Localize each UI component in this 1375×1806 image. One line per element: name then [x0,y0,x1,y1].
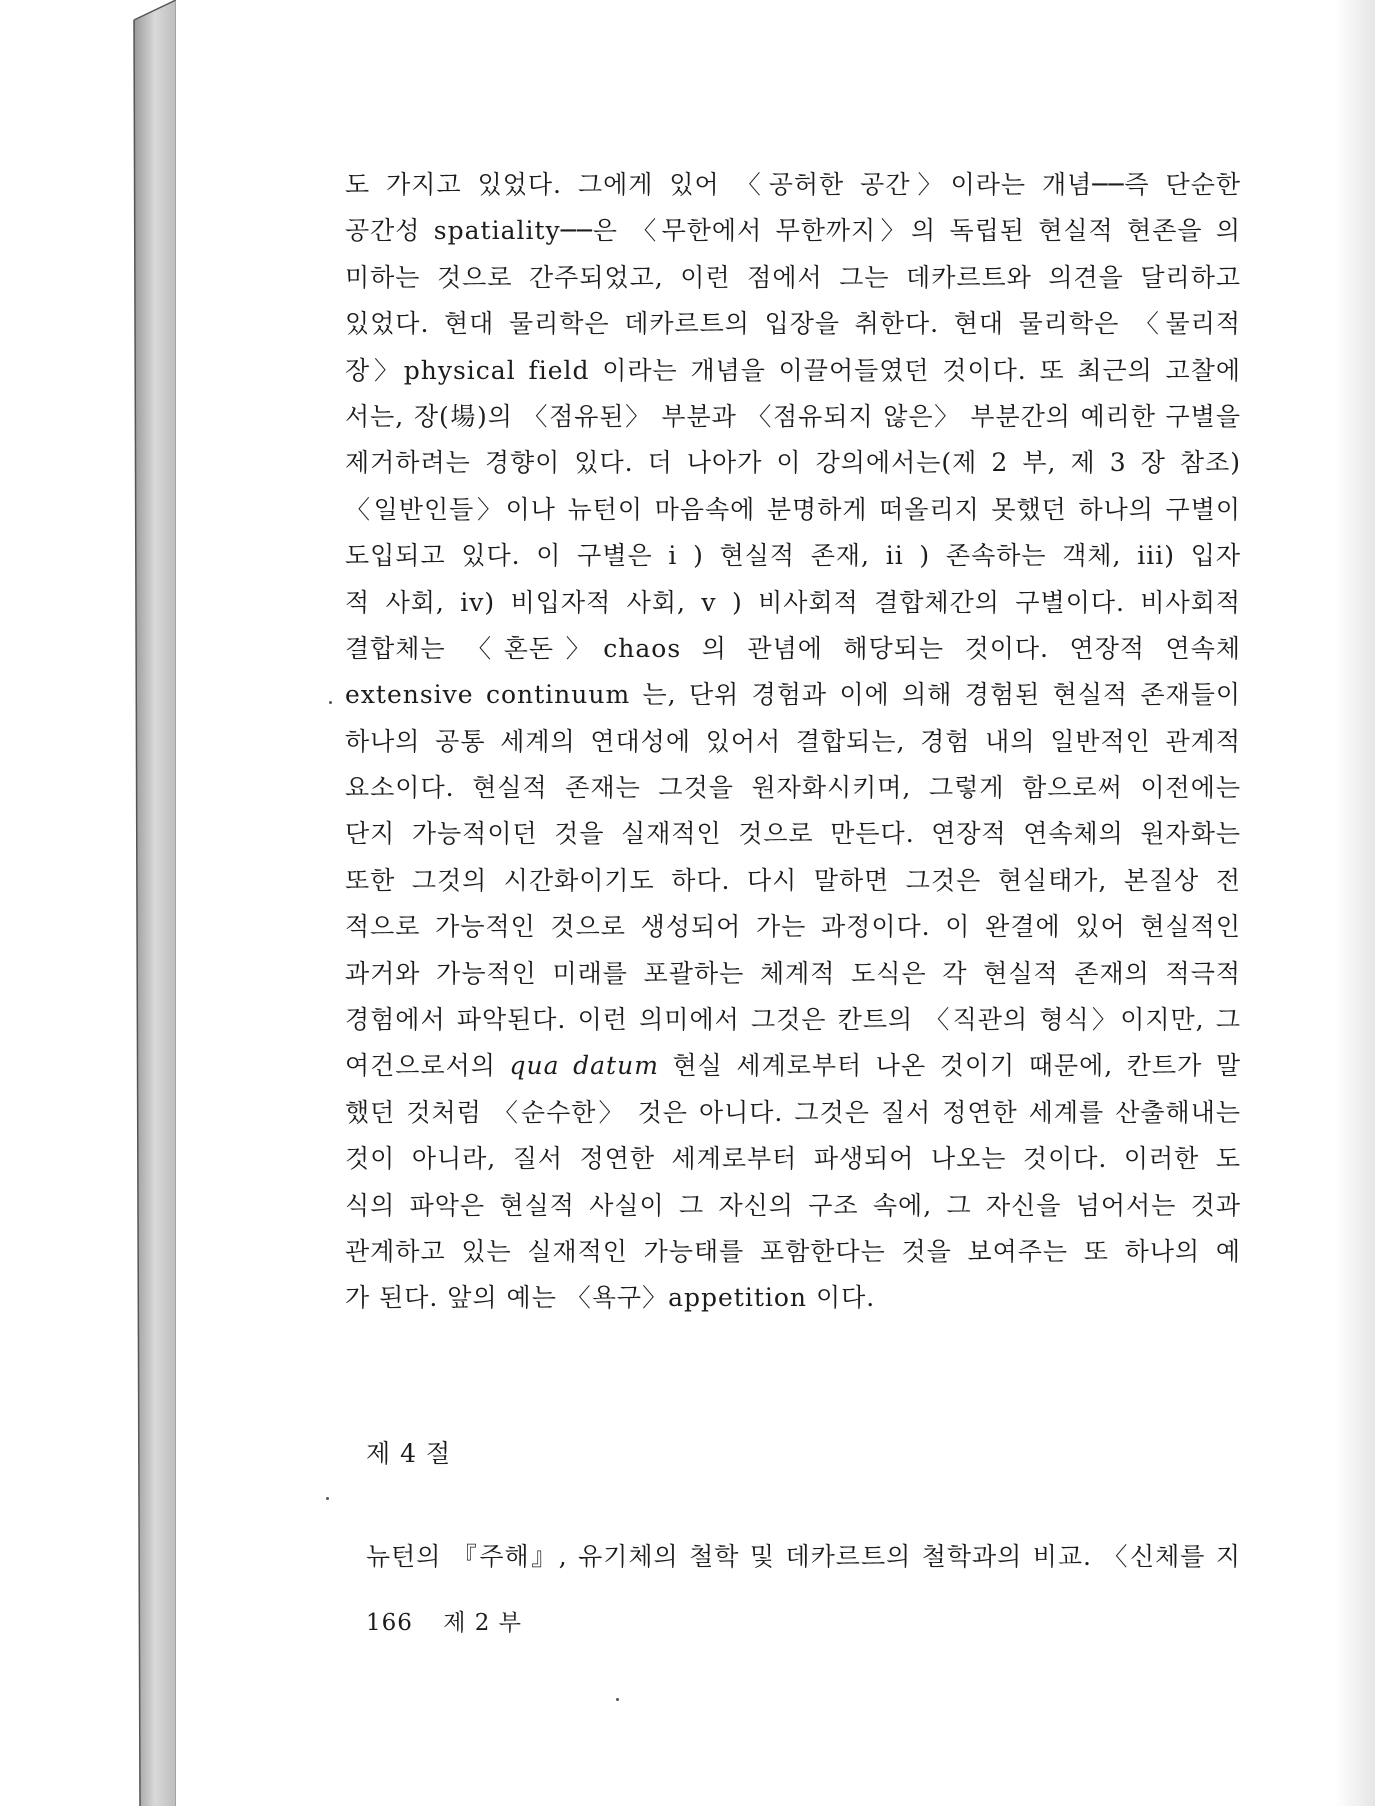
text-line: 결합체는 〈혼돈〉chaos 의 관념에 해당되는 것이다. 연장적 연속체 [345,633,1241,663]
text-line: 적으로 가능적인 것으로 생성되어 가는 과정이다. 이 완결에 있어 현실적인 [345,912,1241,942]
text-line: 관계하고 있는 실재적인 가능태를 포함한다는 것을 보여주는 또 하나의 예 [345,1236,1241,1266]
text-line: 도 가지고 있었다. 그에게 있어 〈공허한 공간〉이라는 개념──즉 단순한 [345,170,1241,199]
text-line: 하나의 공통 세계의 연대성에 있어서 결합되는, 경험 내의 일반적인 관계적 [345,726,1241,756]
text-line: 또한 그것의 시간화이기도 하다. 다시 말하면 그것은 현실태가, 본질상 전 [345,865,1241,895]
section-first-line: 뉴턴의 『주해』, 유기체의 철학 및 데카르트의 철학과의 비교. 〈신체를 지 [366,1542,1241,1571]
text-line: 있었다. 현대 물리학은 데카르트의 입장을 취한다. 현대 물리학은 〈물리적 [345,309,1241,339]
italic-term: qua datum [509,1051,659,1081]
text-line: 것이 아니라, 질서 정연한 세계로부터 파생되어 나오는 것이다. 이러한 도 [345,1144,1241,1174]
text-line: 장〉physical field 이라는 개념을 이끌어들였던 것이다. 또 최근의 고찰에 [345,355,1241,385]
body-text [345,162,1241,1322]
scan-speck [329,701,332,704]
text-line: 공간성 spatiality──은 〈무한에서 무한까지〉의 독립된 현실적 현존을 의 [345,216,1241,246]
text-line: 제거하려는 경향이 있다. 더 나아가 이 강의에서는(제 2 부, 제 3 장 참조) [345,448,1241,478]
text-line: 식의 파악은 현실적 사실이 그 자신의 구조 속에, 그 자신을 넘어서는 것과 [345,1190,1241,1220]
page-footer [366,1604,544,1637]
part-label: 제 2 부 [443,1610,522,1636]
text-line: 〈일반인들〉이나 뉴턴이 마음속에 분명하게 떠올리지 못했던 하나의 구별이 [345,494,1241,524]
section-heading: 제 4 절 [366,1439,452,1468]
text-line: 서는, 장(場)의 〈점유된〉 부분과 〈점유되지 않은〉 부분간의 예리한 구별을 [345,401,1241,431]
text-line: 가 된다. 앞의 예는 〈욕구〉appetition 이다. [345,1283,876,1313]
scan-speck [616,1698,619,1701]
page-shadow [1335,0,1375,1806]
text-line: 미하는 것으로 간주되었고, 이런 점에서 그는 데카르트와 의견을 달리하고 [345,262,1241,292]
text-line: 과거와 가능적인 미래를 포괄하는 체계적 도식은 각 현실적 존재의 적극적 [345,958,1241,988]
text-line: 적 사회, iv) 비입자적 사회, v ) 비사회적 결합체간의 구별이다. 비사회적 [345,587,1241,617]
text-line: 경험에서 파악된다. 이런 의미에서 그것은 칸트의 〈직관의 형식〉이지만, 그 [345,1005,1241,1035]
scan-speck [326,1497,329,1500]
page-number: 166 [366,1610,413,1636]
text-line: 요소이다. 현실적 존재는 그것을 원자화시키며, 그렇게 함으로써 이전에는 [345,773,1241,803]
text-line: extensive continuum 는, 단위 경험과 이에 의해 경험된 현실적 존재들이 [345,680,1241,710]
text-line: 단지 가능적이던 것을 실재적인 것으로 만든다. 연장적 연속체의 원자화는 [345,819,1241,849]
text-line: 여건으로서의 qua datum 현실 세계로부터 나온 것이기 때문에, 칸트가 말 [345,1051,1241,1081]
text-line: 도입되고 있다. 이 구별은 i ) 현실적 존재, ii ) 존속하는 객체, iii) 입자 [345,541,1241,571]
text-line: 했던 것처럼 〈순수한〉 것은 아니다. 그것은 질서 정연한 세계를 산출해내는 [345,1097,1241,1127]
